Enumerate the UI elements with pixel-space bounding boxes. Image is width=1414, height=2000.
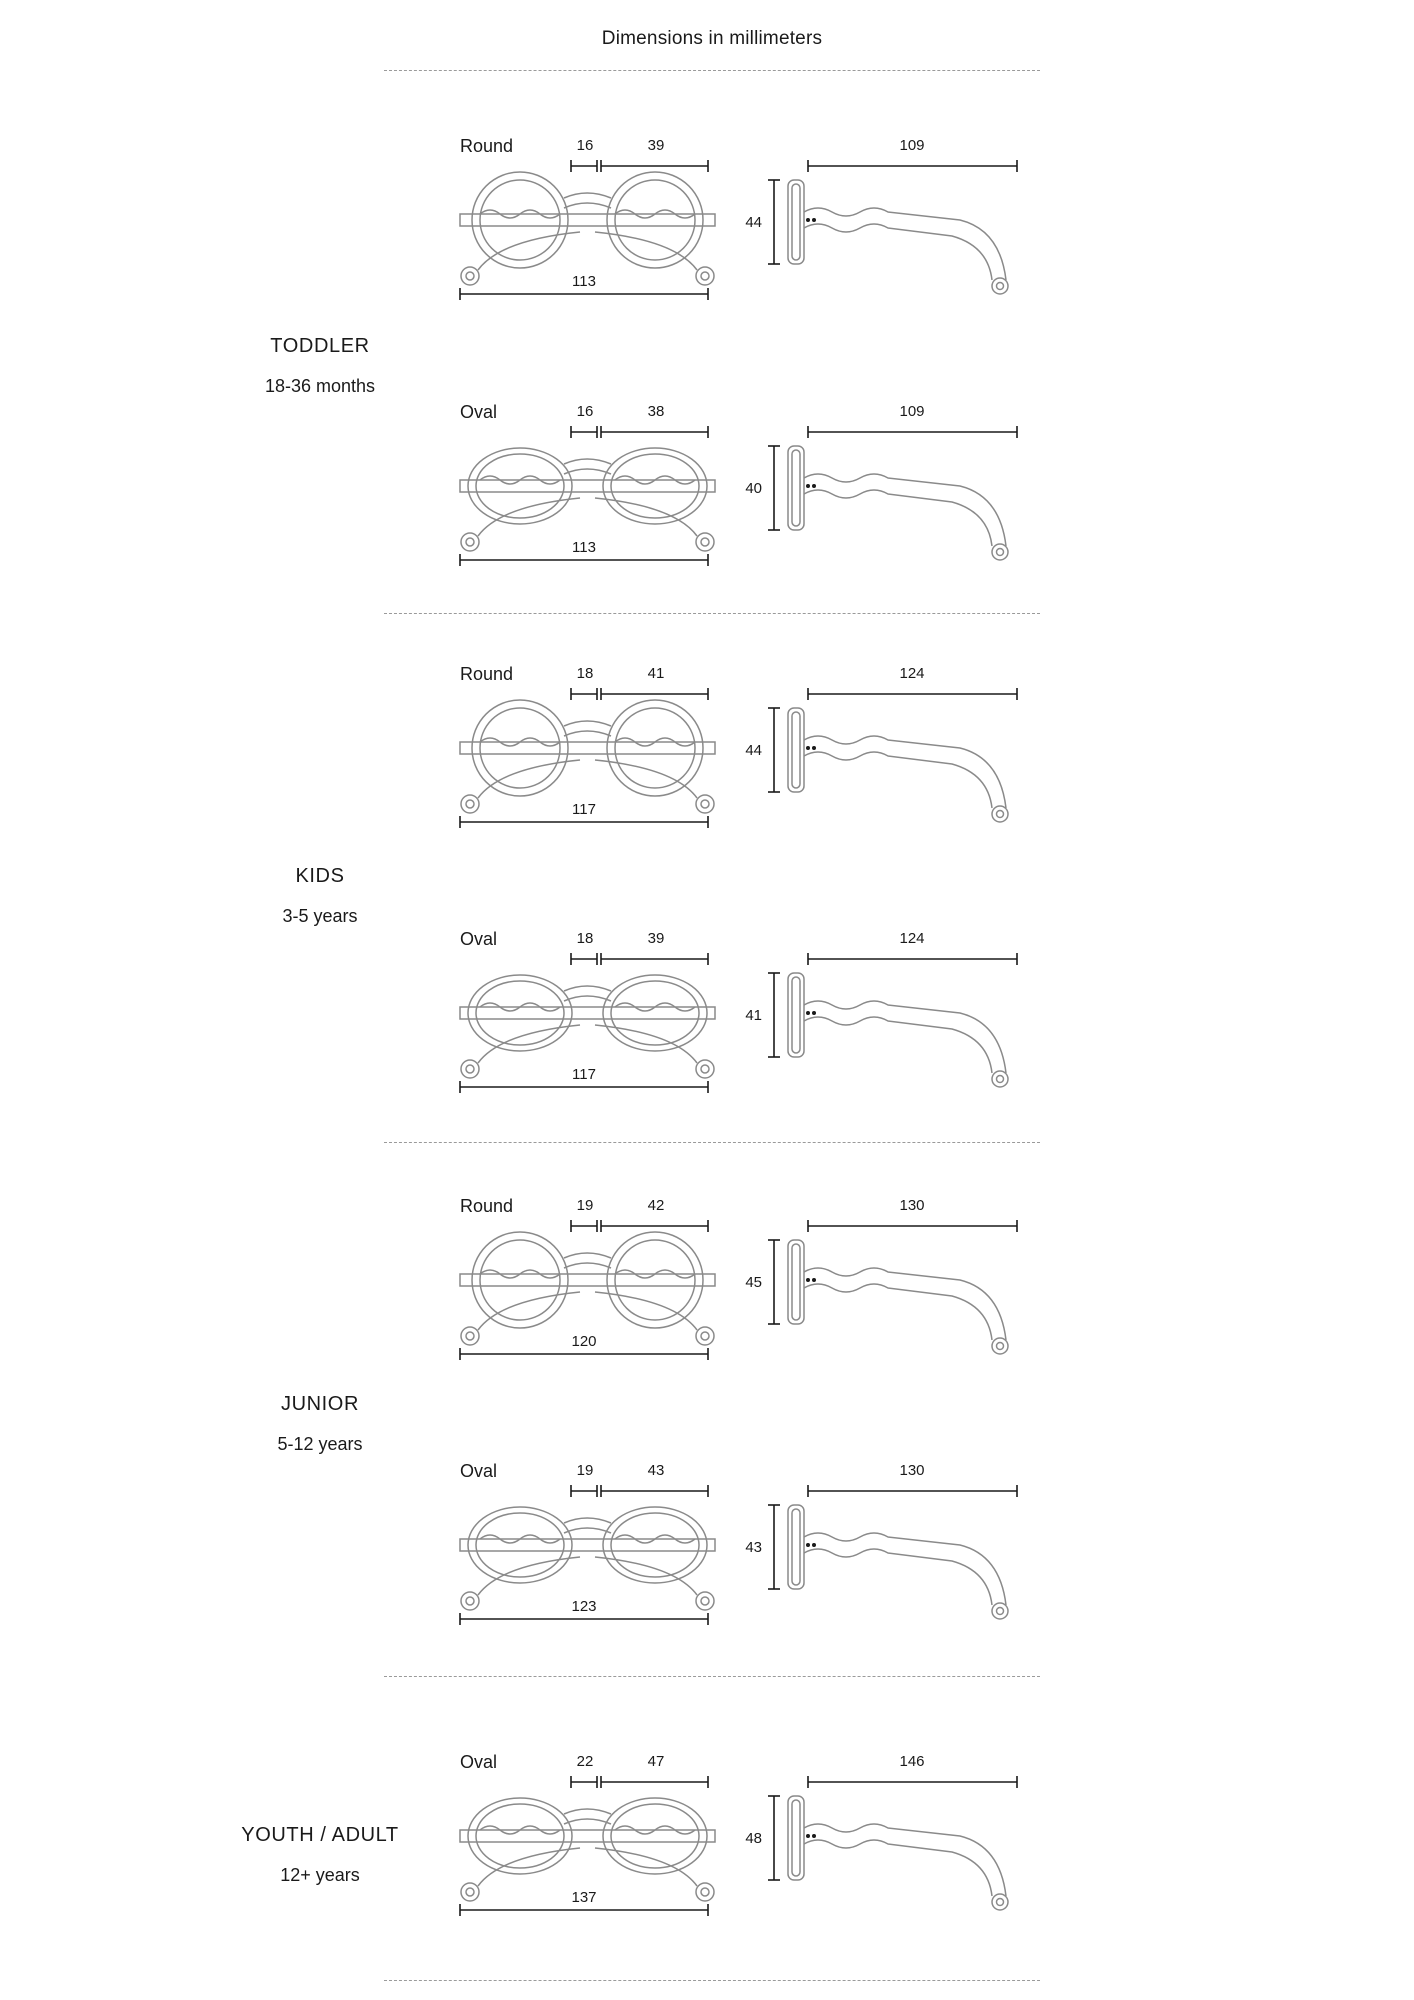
shape-label: Oval <box>460 1752 498 1772</box>
frame-front-view <box>460 172 715 285</box>
frame-front-view <box>460 700 715 813</box>
frame-model-round <box>440 100 1040 320</box>
bridge-value: 18 <box>576 930 594 947</box>
bridge-value: 16 <box>576 403 594 420</box>
bridge-value: 19 <box>576 1197 594 1214</box>
bridge-lens-dimension <box>571 688 708 700</box>
hinge-screws <box>806 1278 816 1282</box>
lens-value: 39 <box>647 930 665 947</box>
age-group-name: YOUTH / ADULT <box>241 1824 399 1846</box>
age-group-label <box>230 1393 410 1455</box>
age-group-name: KIDS <box>295 865 345 887</box>
frame-front-view <box>460 975 715 1078</box>
frame-drawing <box>440 1425 1040 1645</box>
height-dimension <box>768 1505 780 1589</box>
height-dimension <box>768 1796 780 1880</box>
width-value: 117 <box>572 1066 596 1083</box>
lens-value: 41 <box>647 665 665 682</box>
age-range: 3-5 years <box>282 906 358 926</box>
shape-label: Round <box>460 136 514 156</box>
height-dimension <box>768 446 780 530</box>
lens-value: 39 <box>647 137 665 154</box>
width-value: 113 <box>572 539 596 556</box>
page-title: Dimensions in millimeters <box>601 28 823 49</box>
frame-side-view <box>788 708 1008 822</box>
age-group-name: JUNIOR <box>280 1393 360 1415</box>
frame-side-view <box>788 1240 1008 1354</box>
hinge-screws <box>806 1543 816 1547</box>
age-group-label <box>230 1824 410 1886</box>
height-value: 44 <box>745 214 762 231</box>
frame-side-view <box>788 973 1008 1087</box>
shape-label: Round <box>460 664 514 684</box>
width-value: 117 <box>572 801 596 818</box>
age-group-name: TODDLER <box>270 335 370 357</box>
height-value: 41 <box>745 1007 762 1024</box>
frame-model-oval <box>440 1716 1040 1936</box>
bridge-value: 22 <box>576 1753 594 1770</box>
temple-length-dimension <box>808 1776 1017 1788</box>
frame-drawing <box>440 893 1040 1113</box>
width-value: 137 <box>571 1889 597 1906</box>
lens-value: 47 <box>647 1753 665 1770</box>
hinge-screws <box>806 218 816 222</box>
shape-label: Oval <box>460 929 498 949</box>
age-range: 5-12 years <box>277 1434 363 1454</box>
frame-side-view <box>788 180 1008 294</box>
frame-drawing <box>440 1716 1040 1936</box>
frame-model-oval <box>440 366 1040 586</box>
temple-value: 124 <box>899 930 925 947</box>
bridge-lens-dimension <box>571 1776 708 1788</box>
temple-value: 130 <box>899 1462 925 1479</box>
lens-value: 43 <box>647 1462 665 1479</box>
bridge-value: 18 <box>576 665 594 682</box>
frame-front-view <box>460 1507 715 1610</box>
bridge-value: 19 <box>576 1462 594 1479</box>
temple-length-dimension <box>808 688 1017 700</box>
height-value: 44 <box>745 742 762 759</box>
height-dimension <box>768 1240 780 1324</box>
temple-value: 146 <box>899 1753 925 1770</box>
lens-value: 42 <box>647 1197 665 1214</box>
shape-label: Oval <box>460 402 498 422</box>
height-value: 43 <box>745 1539 762 1556</box>
hinge-screws <box>806 1011 816 1015</box>
height-value: 45 <box>745 1274 762 1291</box>
section-divider <box>384 1676 1040 1677</box>
height-dimension <box>768 180 780 264</box>
height-value: 40 <box>745 480 762 497</box>
temple-length-dimension <box>808 1220 1017 1232</box>
bridge-lens-dimension <box>571 1485 708 1497</box>
temple-value: 109 <box>899 403 925 420</box>
temple-length-dimension <box>808 160 1017 172</box>
frame-model-oval <box>440 1425 1040 1645</box>
frame-drawing <box>440 1160 1040 1380</box>
width-value: 123 <box>571 1598 597 1615</box>
age-range: 18-36 months <box>264 376 376 396</box>
frame-front-view <box>460 448 715 551</box>
hinge-screws <box>806 484 816 488</box>
width-value: 120 <box>571 1333 597 1350</box>
frame-drawing <box>440 628 1040 848</box>
frame-side-view <box>788 1505 1008 1619</box>
section-divider <box>384 1980 1040 1981</box>
frame-front-view <box>460 1232 715 1345</box>
bridge-lens-dimension <box>571 160 708 172</box>
frame-model-round <box>440 628 1040 848</box>
height-dimension <box>768 708 780 792</box>
lens-value: 38 <box>647 403 665 420</box>
bridge-value: 16 <box>576 137 594 154</box>
section-divider <box>384 613 1040 614</box>
temple-value: 109 <box>899 137 925 154</box>
height-dimension <box>768 973 780 1057</box>
width-value: 113 <box>572 273 596 290</box>
frame-model-round <box>440 1160 1040 1380</box>
shape-label: Oval <box>460 1461 498 1481</box>
shape-label: Round <box>460 1196 514 1216</box>
temple-length-dimension <box>808 426 1017 438</box>
hinge-screws <box>806 1834 816 1838</box>
temple-length-dimension <box>808 953 1017 965</box>
age-group-label <box>230 865 410 927</box>
section-divider <box>384 1142 1040 1143</box>
frame-model-oval <box>440 893 1040 1113</box>
temple-value: 130 <box>899 1197 925 1214</box>
temple-length-dimension <box>808 1485 1017 1497</box>
age-group-label <box>230 335 410 397</box>
bridge-lens-dimension <box>571 1220 708 1232</box>
frame-side-view <box>788 446 1008 560</box>
bridge-lens-dimension <box>571 426 708 438</box>
frame-front-view <box>460 1798 715 1901</box>
hinge-screws <box>806 746 816 750</box>
temple-value: 124 <box>899 665 925 682</box>
section-divider <box>384 70 1040 71</box>
height-value: 48 <box>745 1830 762 1847</box>
frame-drawing <box>440 366 1040 586</box>
age-range: 12+ years <box>280 1865 360 1885</box>
frame-drawing <box>440 100 1040 320</box>
bridge-lens-dimension <box>571 953 708 965</box>
frame-side-view <box>788 1796 1008 1910</box>
